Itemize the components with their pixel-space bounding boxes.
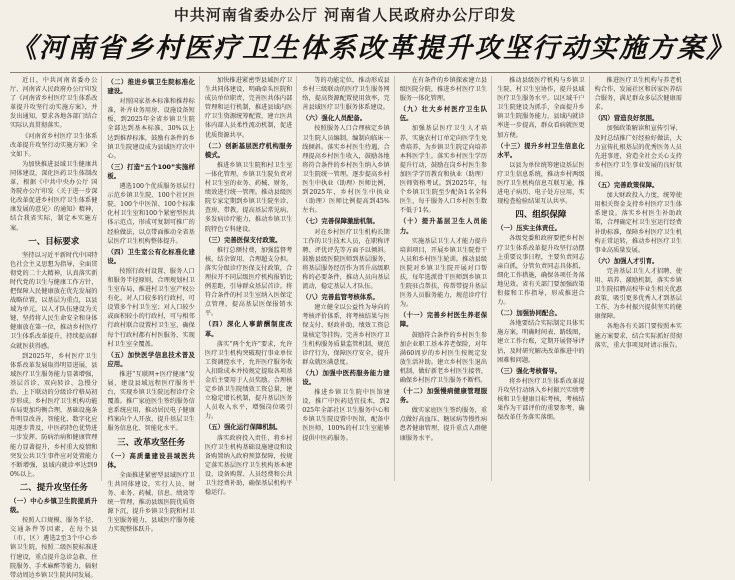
paragraph: 近日，中共河南省委办公厅、河南省人民政府办公厅印发了《河南省乡村医疗卫生体系改革提升攻坚行动实施方案》，并发出通知，要求各地各部门结合实际认真贯彻落实。 xyxy=(10,77,98,130)
subsection-heading: （四）卫生室公有化标准化建设。 xyxy=(107,247,195,265)
article-column-3 xyxy=(204,76,297,497)
subsection-heading: （五）加快医学信息技术普及应用。 xyxy=(107,350,195,368)
article-column-6 xyxy=(497,76,589,481)
subsection-heading: （五）完善政策保障。 xyxy=(594,181,659,190)
subsection-heading: （四）营造良好氛围。 xyxy=(594,114,659,123)
paragraph: 等的功能定位，推动形成县乡村三级联动的医疗卫生服务网络，提高资源配置使用效率，完善县域医疗卫生服务体系建设。 xyxy=(302,77,390,112)
headline-divider xyxy=(10,72,680,73)
paragraph: 各地各有关部门要按照本实施方案要求，结合实际抓好贯彻落实，重大事项及时请示报告。 xyxy=(594,323,682,349)
paragraph: 做实家庭医生签约服务，重点做好高血压、糖尿病等慢性病患者健康管理，提升重点人群健康服务水平。 xyxy=(399,407,488,442)
paragraph: 推进乡镇卫生院中医馆建设，推广中医药适宜技术，到2025年全部社区卫生服务中心和乡镇卫生院设置中医馆，配备中医医师，100%的村卫生室能够提供中医药服务。 xyxy=(302,389,390,442)
article-columns xyxy=(10,76,682,579)
paragraph: 建立健全以公益性为导向的考核评价体系，将考核结果与医保支付、财政补助、绩效工资总量核定等挂钩。完善乡村医疗卫生机构服务质量监管机制，规范诊疗行为，保障医疗安全，提升群众就医满意度。 xyxy=(302,304,390,366)
paragraph: 遴选100个优质服务基层行示范乡镇卫生院、100个社区医院、100个中医馆、100个标准化村卫生室和100个紧密型医共体示范点，形成可复制可推广的经验做法，以点带面推动全省基层医疗卫生机构整体提升。 xyxy=(107,183,195,245)
paragraph: 推进“互联网+医疗健康”发展，建设县域远程医疗服务平台，实现乡镇卫生院远程诊疗全覆盖。推广家庭医生签约服务信息系统应用，推动居民电子健康档案向个人开放，提升基层卫生服务信息化、智能化水平。 xyxy=(107,370,195,433)
subsection-heading: （六）强化人员配备。 xyxy=(302,114,367,123)
subsection-heading: （十）提升基层卫生人员能力。 xyxy=(399,217,488,235)
article-column-2 xyxy=(107,76,199,534)
subsection-heading: （六）加强人才引育。 xyxy=(594,256,659,265)
paragraph: 加强政策解读和宣传引导，及时总结推广好经验好做法，大力宣传扎根基层的优秀医务人员先进事迹，营造全社会关心支持乡村医疗卫生事业发展的良好氛围。 xyxy=(594,125,682,178)
subsection-heading: （九）加强中医药服务能力建设。 xyxy=(302,368,390,386)
paragraph: 按照人口规模、服务半径、交通条件等因素，在每个县（市、区）遴选2至3个中心乡镇卫生院，按照二级医院标准进行建设，重点提升急诊急救、住院服务、手术麻醉等能力，辐射带动周边乡镇卫生院共同发展。 xyxy=(10,517,98,579)
issuing-authority-kicker: 中共河南省委办公厅 河南省人民政府办公厅印发 xyxy=(173,6,517,24)
article-column-7 xyxy=(595,76,682,481)
subsection-heading: （三）完善医保支付政策。 xyxy=(204,235,282,244)
subsection-heading: （五）强化运行保障机制。 xyxy=(204,423,282,432)
section-heading: 三、改革攻坚任务 xyxy=(117,437,186,448)
paragraph: 到2025年，乡村医疗卫生体系改革发展取得明显进展，县域医疗卫生服务能力显著增强，基层首诊、双向转诊、急慢分治、上下联动的分级诊疗格局初步形成。乡村医疗卫生机构功能布局更加均衡合理，基础设施条件明显改善，智能化、数字化应用逐步普及，中医药特色优势进一步发挥，防病治病和健康管理能力显著提升，乡村重大疫情和突发公共卫生事件应对处置能力不断增强，县域内就诊率达到90%以上。 xyxy=(10,352,98,478)
paragraph: 对照国家基本标准和推荐标准，补齐业务用房、设施设备短板，到2025年全省乡镇卫生院全部达到基本标准，30%以上达到推荐标准，鼓励有条件的乡镇卫生院建设成为县域医疗次中心。 xyxy=(107,98,195,160)
section-heading: 一、目标要求 xyxy=(28,236,80,247)
subsection-heading: （十二）加强慢病健康管理服务。 xyxy=(399,387,488,405)
paragraph: 加大财政投入力度，统筹使用相关资金支持乡村医疗卫生体系建设。落实乡村医生补助政策，合理确定村卫生室运行经费补助标准，保障乡村医疗卫生机构正常运转，推动乡村医疗卫生事业高质量发展。 xyxy=(594,192,682,254)
paragraph: 加快推进紧密型县域医疗卫生共同体建设，明确牵头医院和成员单位职责，完善医共体内部管理和运行机制，推进县域内医疗卫生资源统筹配置，建立医共体内部人员柔性流动机制，促进优质资源共享。 xyxy=(204,77,293,139)
subsection-heading: （十一）完善乡村医生养老保障。 xyxy=(399,311,488,329)
paragraph: 对在乡村医疗卫生机构长期工作的卫生技术人员，在职称评聘、评优评先等方面予以倾斜。鼓励县级医院医师到基层服务，将基层服务经历作为晋升高级职称的必要条件，推动人员向基层流动，稳定基层人才队伍。 xyxy=(302,228,390,291)
subsection-heading: （四）深化人事薪酬制度改革。 xyxy=(204,320,293,338)
paragraph: 推进乡镇卫生院和村卫生室一体化管理，乡镇卫生院负责对村卫生室的业务、药械、财务、绩效进行统一管理。推动县级医院专家定期到乡镇卫生院坐诊、查房、带教，提高基层常见病、多发病诊疗能力，推动乡镇卫生院特色专科建设。 xyxy=(204,161,293,233)
paragraph: 加强基层医疗卫生人才培养，实施农村订单定向医学生免费培养，为乡镇卫生院定向培养本科医学生。落实乡村医生学历提升行动，鼓励在岗乡村医生参加医学学历教育和执业（助理）医师资格考试。到2025年，每个乡镇卫生院至少配备1名全科医生，每千服务人口乡村医生数不低于1名。 xyxy=(399,125,488,215)
paragraph: 实施基层卫生人才能力提升培训项目，开展乡镇卫生院骨干人员和乡村医生轮训。推动县级医院对乡镇卫生院开展对口帮扶，每年选派骨干医师到乡镇卫生院驻点帮扶，传帮带提升基层医务人员服务能力，规范诊疗行为。 xyxy=(399,237,488,309)
subsection-heading: （一）压实主体责任。 xyxy=(497,224,562,233)
article-column-4 xyxy=(302,76,394,481)
subsection-heading: （七）完善保障激励机制。 xyxy=(302,217,379,226)
subsection-heading: （二）推进乡镇卫生院标准化建设。 xyxy=(107,78,195,96)
paragraph: 在有条件的乡镇探索建立县级医院分院，推进乡村医疗卫生服务一体化管理。 xyxy=(399,77,488,103)
subsection-heading: （二）创新基层医疗机构服务模式。 xyxy=(204,141,293,159)
subsection-heading: （一）高质量建设县域医共体。 xyxy=(107,451,195,469)
subsection-heading: （二）加强协同配合。 xyxy=(497,309,562,318)
paragraph: 全面推进紧密型县域医疗卫生共同体建设，实行人员、财务、业务、药械、信息、绩效等统一管理，推动县级医院优质资源下沉，提升乡镇卫生院和村卫生室服务能力，县域医疗服务能力实现整体跃升。 xyxy=(107,471,195,534)
document-headline: 《河南省乡村医疗卫生体系改革提升攻坚行动实施方案》 xyxy=(10,33,735,64)
paragraph: 推进医疗卫生机构与养老机构合作，发展社区和居家医养结合服务，满足群众多层次健康需求。 xyxy=(594,77,682,112)
paragraph: 完善基层卫生人才招聘、使用、培养、激励机制，落实乡镇卫生院招聘高校毕业生相关优惠政策，吸引更多优秀人才到基层工作，为乡村振兴提供坚实的健康保障。 xyxy=(594,267,682,321)
subsection-heading: （一）中心乡镇卫生院提质升级。 xyxy=(10,496,98,515)
article-column-5 xyxy=(400,76,492,481)
paragraph: 各地要结合实际制定具体实施方案，明确时间表、路线图，建立工作台账，定期开展督导评估，及时研究解决改革推进中的困难和问题。 xyxy=(497,320,585,364)
paragraph: 为加快推进县域卫生健康共同体建设，深化医药卫生体制改革，根据《中共中央办公厅 国务院办公厅印发〈关于进一步深化改革促进乡村医疗卫生体系健康发展的意见〉的通知》精神，结合我省实际，制定本实施方案。 xyxy=(10,160,98,232)
paragraph: 鼓励符合条件的乡村医生参加企业职工基本养老保险，对年满60周岁的乡村医生按规定发放生活补助。建立乡村医生退出机制，做好新老乡村医生接替，确保乡村医疗卫生服务不断档。 xyxy=(399,331,488,384)
subsection-heading: （三）打造“五个100”实施样板。 xyxy=(107,162,195,180)
section-heading: 二、提升攻坚任务 xyxy=(19,482,88,493)
subsection-heading: （三）强化考核督导。 xyxy=(497,366,562,375)
paragraph: 以县为单位统筹建设基层医疗卫生信息系统，推动乡村两级医疗卫生机构信息互联互通，推进电子病历、电子处方应用，实现检查检验结果互认共享。 xyxy=(497,161,585,206)
subsection-heading: （十三）提升乡村卫生信息化水平。 xyxy=(497,141,585,159)
subsection-heading: （九）壮大乡村医疗卫生队伍。 xyxy=(399,105,488,123)
paragraph: 《河南省乡村医疗卫生体系改革提升攻坚行动实施方案》全文如下。 xyxy=(10,132,98,158)
paragraph: 推动县级医疗机构与乡镇卫生院、村卫生室协作，提升县域医疗卫生服务水平。以区域千户卫生院建设为抓手，全面提升乡镇卫生院服务能力，县域内就诊率进一步提高，群众看病就医更加方便。 xyxy=(497,77,585,139)
paragraph: 按照服务人口合理核定乡镇卫生院人员编制，编制向临床一线倾斜。落实乡村医生待遇，合理提高乡村医生收入，鼓励各地将符合条件的乡村医生纳入乡镇卫生院统一管理。逐步提高乡村医生中执业（助理）医师比例，到2025年，乡村医生中执业（助理）医师比例提高到45%左右。 xyxy=(302,125,390,215)
section-heading: 四、组织保障 xyxy=(515,210,567,221)
paragraph: 落实政府投入责任，将乡村医疗卫生机构基础设施建设和设备购置纳入政府预算保障，按规定落实基层医疗卫生机构基本建设、设备购置、人员经费和公共卫生经费补助，确保基层机构平稳运行。 xyxy=(204,434,293,497)
article-column-1 xyxy=(10,76,102,579)
subsection-heading: （八）完善监管考核体系。 xyxy=(302,293,379,302)
paragraph: 推行总额付费，加强监督考核，结余留用、合理超支分担。落实分级诊疗医保支付政策，合理拉开不同层级医疗机构报销比例差距，引导群众基层首诊。将符合条件的村卫生室纳入医保定点管理，提高基层医保报销水平。 xyxy=(204,246,293,318)
paragraph: 按照行政村设置、服务人口和服务半径原则，合理规划村卫生室布局，推进村卫生室产权公有化。对人口较多的行政村，可设置多个村卫生室；对人口较少或面积较小的行政村，可与相邻行政村联合设置村卫生室，确保每个行政村都有村医服务，实现村卫生室全覆盖。 xyxy=(107,267,195,348)
paragraph: 坚持以习近平新时代中国特色社会主义思想为指导，全面贯彻党的二十大精神，认真落实新时代党的卫生与健康工作方针，把保障人民健康放在优先发展的战略位置，以基层为重点，以县域为单元，以人才队伍建设为关键，坚持将人民生命安全和身体健康放在第一位，推动乡村医疗卫生体系改革提升，持续提高群众就医获得感。 xyxy=(10,251,98,350)
paragraph: 将乡村医疗卫生体系改革提升攻坚行动纳入乡村振兴实绩考核和卫生健康目标考核，考核结果作为干部评价的重要参考，确保改革任务落实落细。 xyxy=(497,377,585,422)
paragraph: 落实“两个允许”要求，允许医疗卫生机构突破现行事业单位工资调控水平，允许医疗服务收入扣除成本并按规定提取各项基金后主要用于人员奖励。合理核定乡镇卫生院绩效工资总量，建立稳定增长机制，提升基层医务人员收入水平，增强岗位吸引力。 xyxy=(204,340,293,421)
paragraph: 各级党委和政府要把乡村医疗卫生体系改革提升攻坚行动摆上重要议事日程，主要负责同志亲自抓，分管负责同志具体抓，细化工作措施，确保各项任务落地见效。省有关部门要加强政策衔接和工作指导，形成推进合力。 xyxy=(497,235,585,307)
